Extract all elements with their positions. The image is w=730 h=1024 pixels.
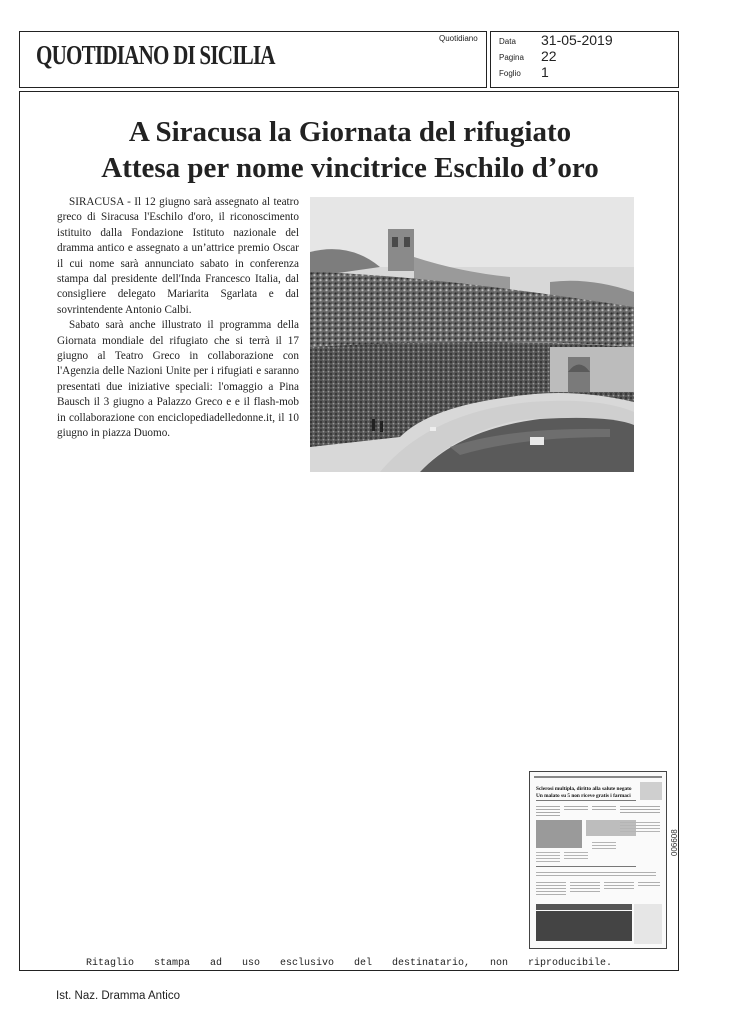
theatre-photo bbox=[310, 197, 634, 472]
masthead: QUOTIDIANO DI SICILIA bbox=[36, 40, 275, 70]
date-label: Data bbox=[499, 37, 516, 46]
thumb-subhead: Un malato su 5 non riceve gratis i farmaci bbox=[536, 793, 631, 799]
article-body bbox=[57, 195, 299, 442]
sheet-label: Foglio bbox=[499, 69, 521, 78]
article-paragraph-2: Sabato sarà anche illustrato il programma della Giornata mondiale del rifugiato che si terrà il 17 giugno al Teatro Greco in collaborazione con l'Agenzia delle Nazioni Unite per i rifugiati e saranno presentati due iniziative speciali: l'omaggio a Pina Bausch il 3 giugno a Palazzo Greco e e il flash-mob in collaborazione con enciclopediadelledonne.it, il 10 giugno in piazza Duomo. bbox=[57, 319, 299, 440]
side-code: 006608 bbox=[670, 829, 679, 856]
footer-source: Ist. Naz. Dramma Antico bbox=[56, 990, 180, 1002]
clip-notice: Ritaglio stampa ad uso esclusivo del destinatario, non riproducibile. bbox=[85, 958, 613, 969]
page-thumbnail bbox=[529, 771, 667, 949]
date-value: 31-05-2019 bbox=[541, 32, 613, 48]
headline-line-2: Attesa per nome vincitrice Eschilo d’oro bbox=[101, 152, 599, 184]
page-value: 22 bbox=[541, 48, 557, 64]
page-label: Pagina bbox=[499, 53, 524, 62]
sheet-value: 1 bbox=[541, 64, 549, 80]
thumb-headline: Sclerosi multipla, diritto alla salute negato bbox=[536, 786, 632, 792]
article-paragraph-1: SIRACUSA - Il 12 giugno sarà assegnato al teatro greco di Siracusa l'Eschilo d'oro, il riconoscimento istituito dalla Fondazione Istituto nazionale del dramma antico e assegnato a un’attrice premio Oscar il cui nome sarà annunciato sabato in conferenza stampa dal presidente dell'Inda Francesco Italia, dal consigliere delegato Mariarita Sgarlata e dal sovrintendente Antonio Calbi. bbox=[57, 196, 299, 316]
headline-line-1: A Siracusa la Giornata del rifugiato bbox=[128, 116, 572, 148]
article-headline bbox=[40, 114, 660, 186]
publication-type: Quotidiano bbox=[439, 34, 478, 43]
